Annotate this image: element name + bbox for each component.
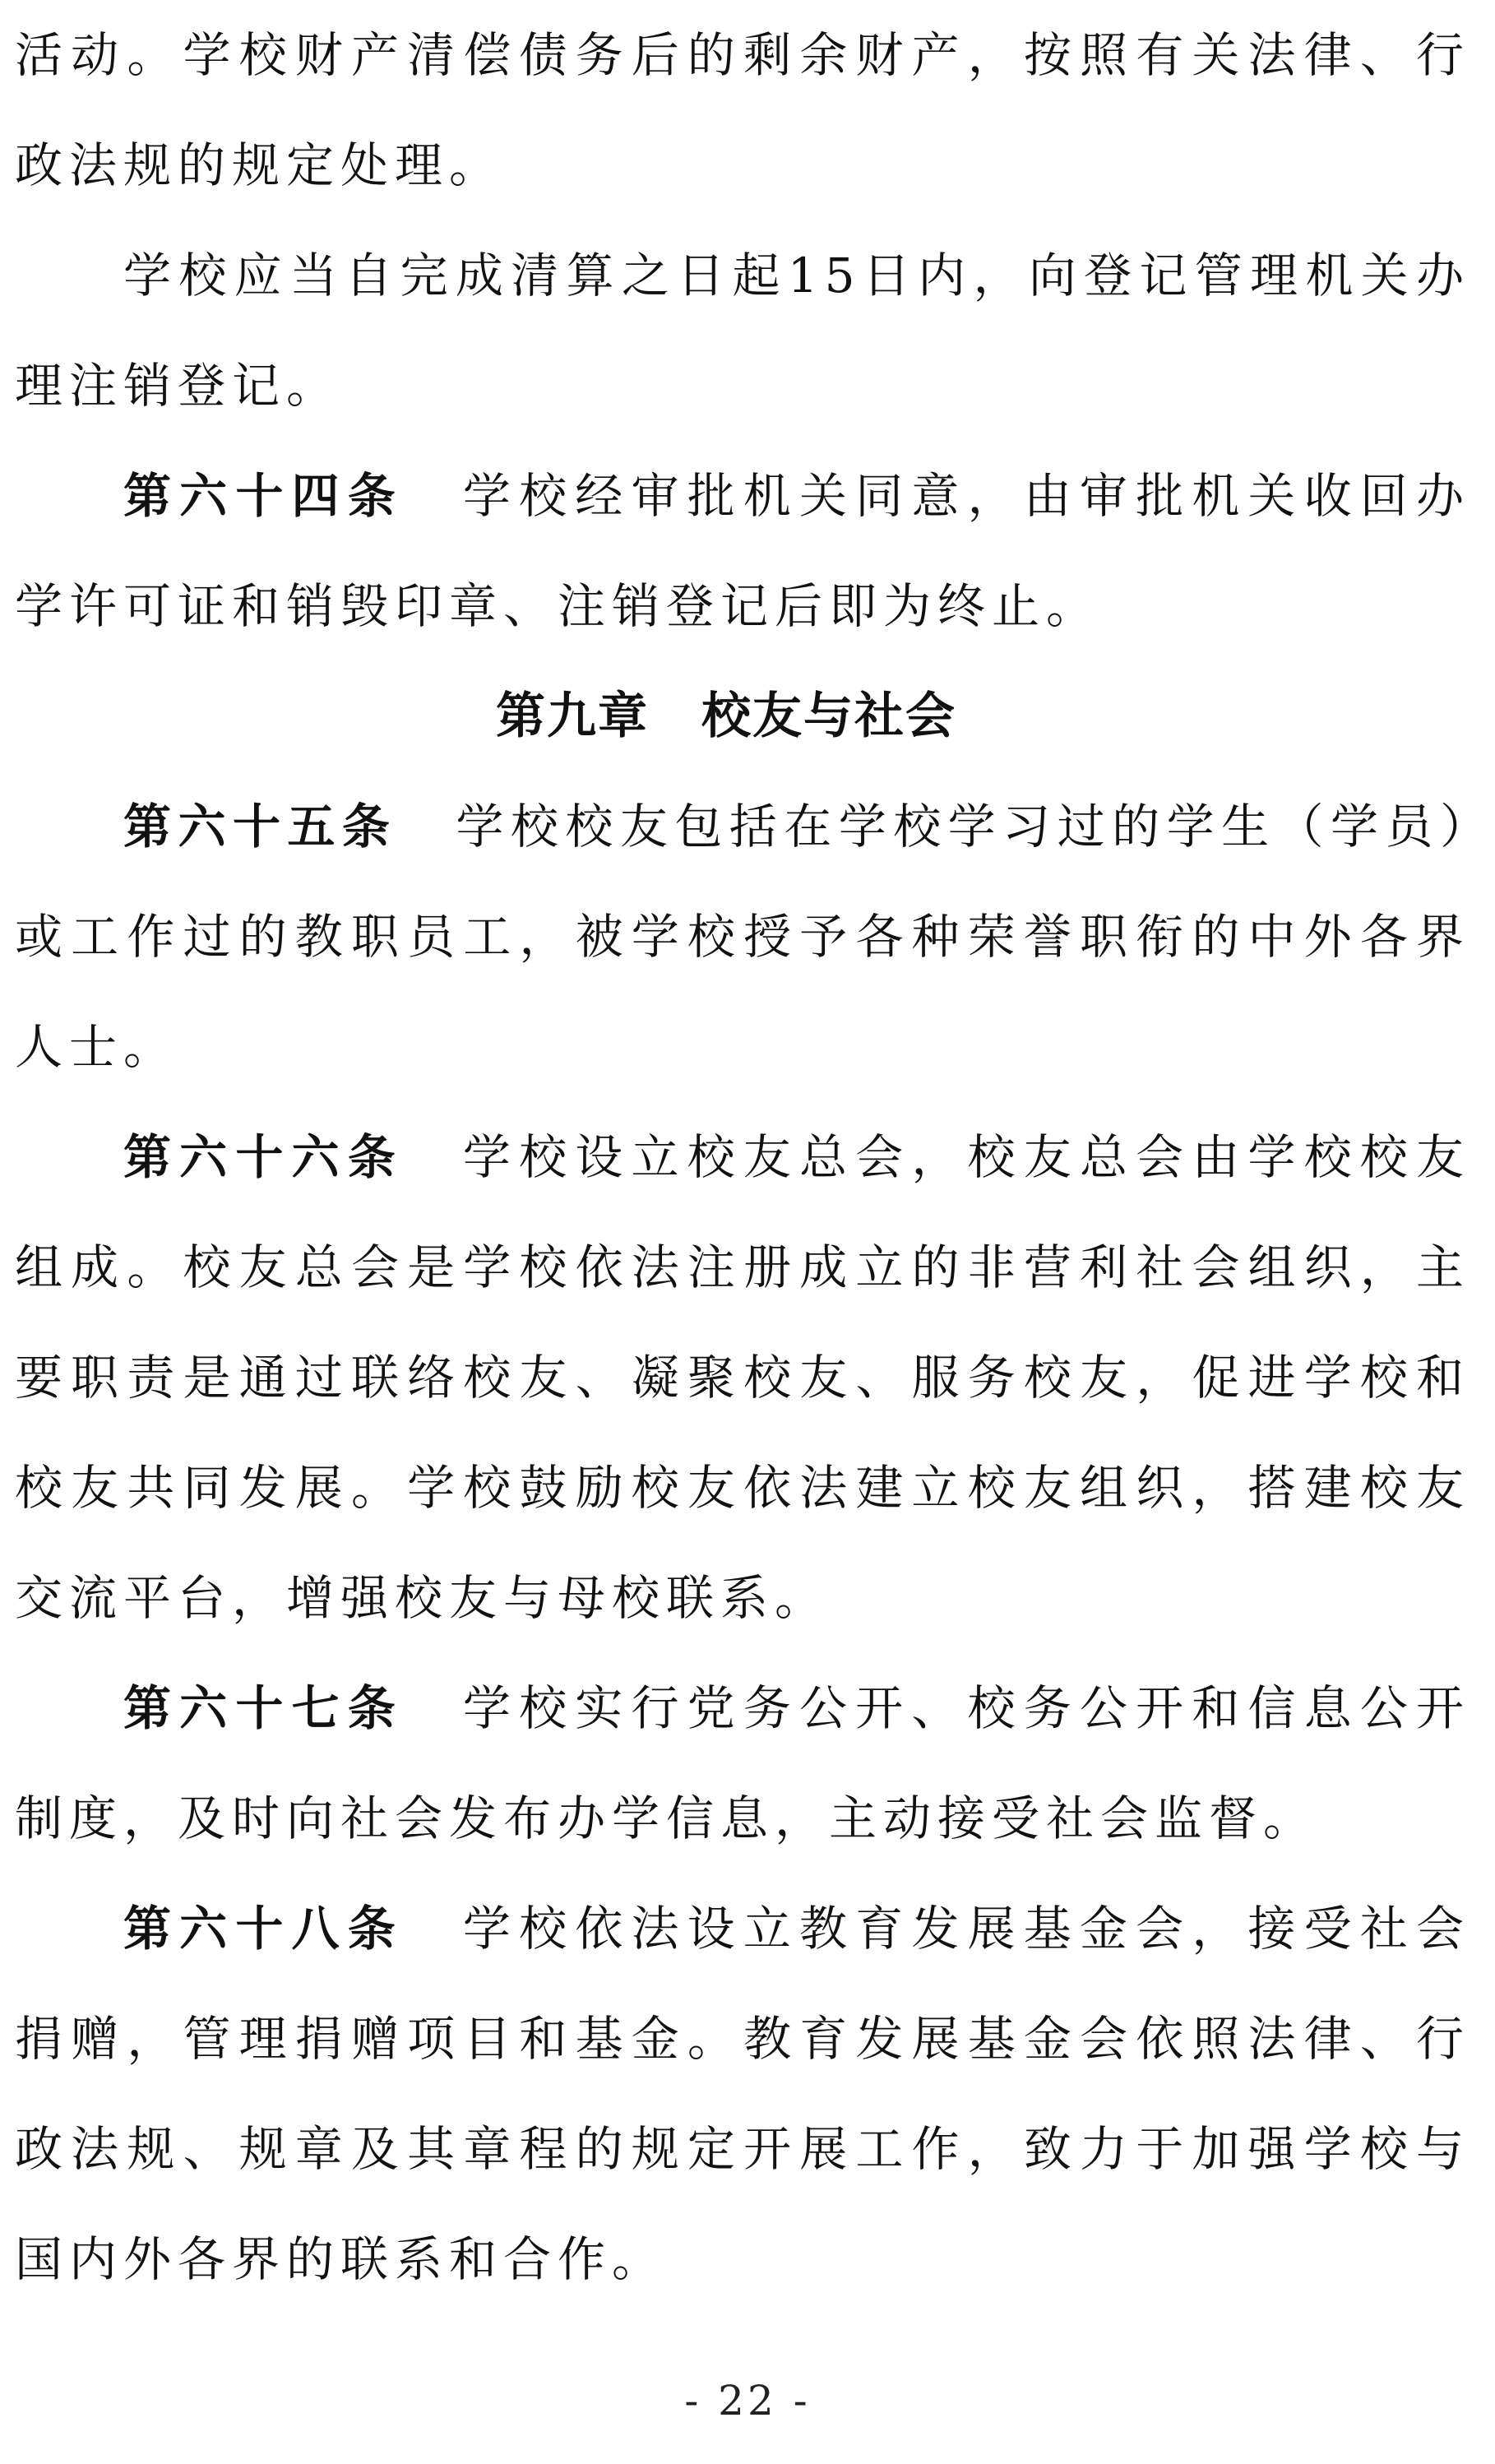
article-text: 学校实行党务公开、校务公开和信息公开制度，及时向社会发布办学信息，主动接受社会监督。 (15, 1680, 1470, 1846)
article-number: 第六十六条 (123, 1129, 404, 1185)
article-number: 第六十八条 (123, 1901, 404, 1957)
paragraph-liquidation-deregistration (15, 220, 1470, 441)
body-text (15, 0, 1470, 2314)
article-text: 学校依法设立教育发展基金会，接受社会捐赠，管理捐赠项目和基金。教育发展基金会依照法律、行政法规、规章及其章程的规定开展工作，致力于加强学校与国内外各界的联系和合作。 (15, 1901, 1470, 2287)
article-number: 第六十七条 (123, 1680, 404, 1736)
article-66 (15, 1102, 1470, 1653)
page-number: - 22 - (684, 2377, 811, 2425)
article-number: 第六十五条 (123, 799, 397, 855)
article-68 (15, 1873, 1470, 2314)
article-text: 学校设立校友总会，校友总会由学校校友组成。校友总会是学校依法注册成立的非营利社会组织，主要职责是通过联络校友、凝聚校友、服务校友，促进学校和校友共同发展。学校鼓励校友依法建立校友组织，搭建校友交流平台，增强校友与母校联系。 (15, 1129, 1470, 1626)
chapter-heading (15, 661, 1470, 771)
article-number: 第六十四条 (123, 468, 404, 524)
article-64 (15, 441, 1470, 661)
article-text: 学校经审批机关同意，由审批机关收回办学许可证和销毁印章、注销登记后即为终止。 (15, 468, 1470, 634)
article-text: 学校校友包括在学校学习过的学生（学员）或工作过的教职员工，被学校授予各种荣誉职衔的中外各界人士。 (15, 799, 1470, 1075)
chapter-title: 校友与社会 (701, 688, 956, 745)
paragraph-text: 学校应当自完成清算之日起15日内，向登记管理机关办理注销登记。 (15, 248, 1470, 414)
paragraph-text: 活动。学校财产清偿债务后的剩余财产，按照有关法律、行政法规的规定处理。 (15, 27, 1470, 193)
chapter-number: 第九章 (496, 688, 649, 745)
paragraph-continuation (15, 0, 1470, 220)
article-65 (15, 771, 1470, 1102)
article-67 (15, 1653, 1470, 1873)
